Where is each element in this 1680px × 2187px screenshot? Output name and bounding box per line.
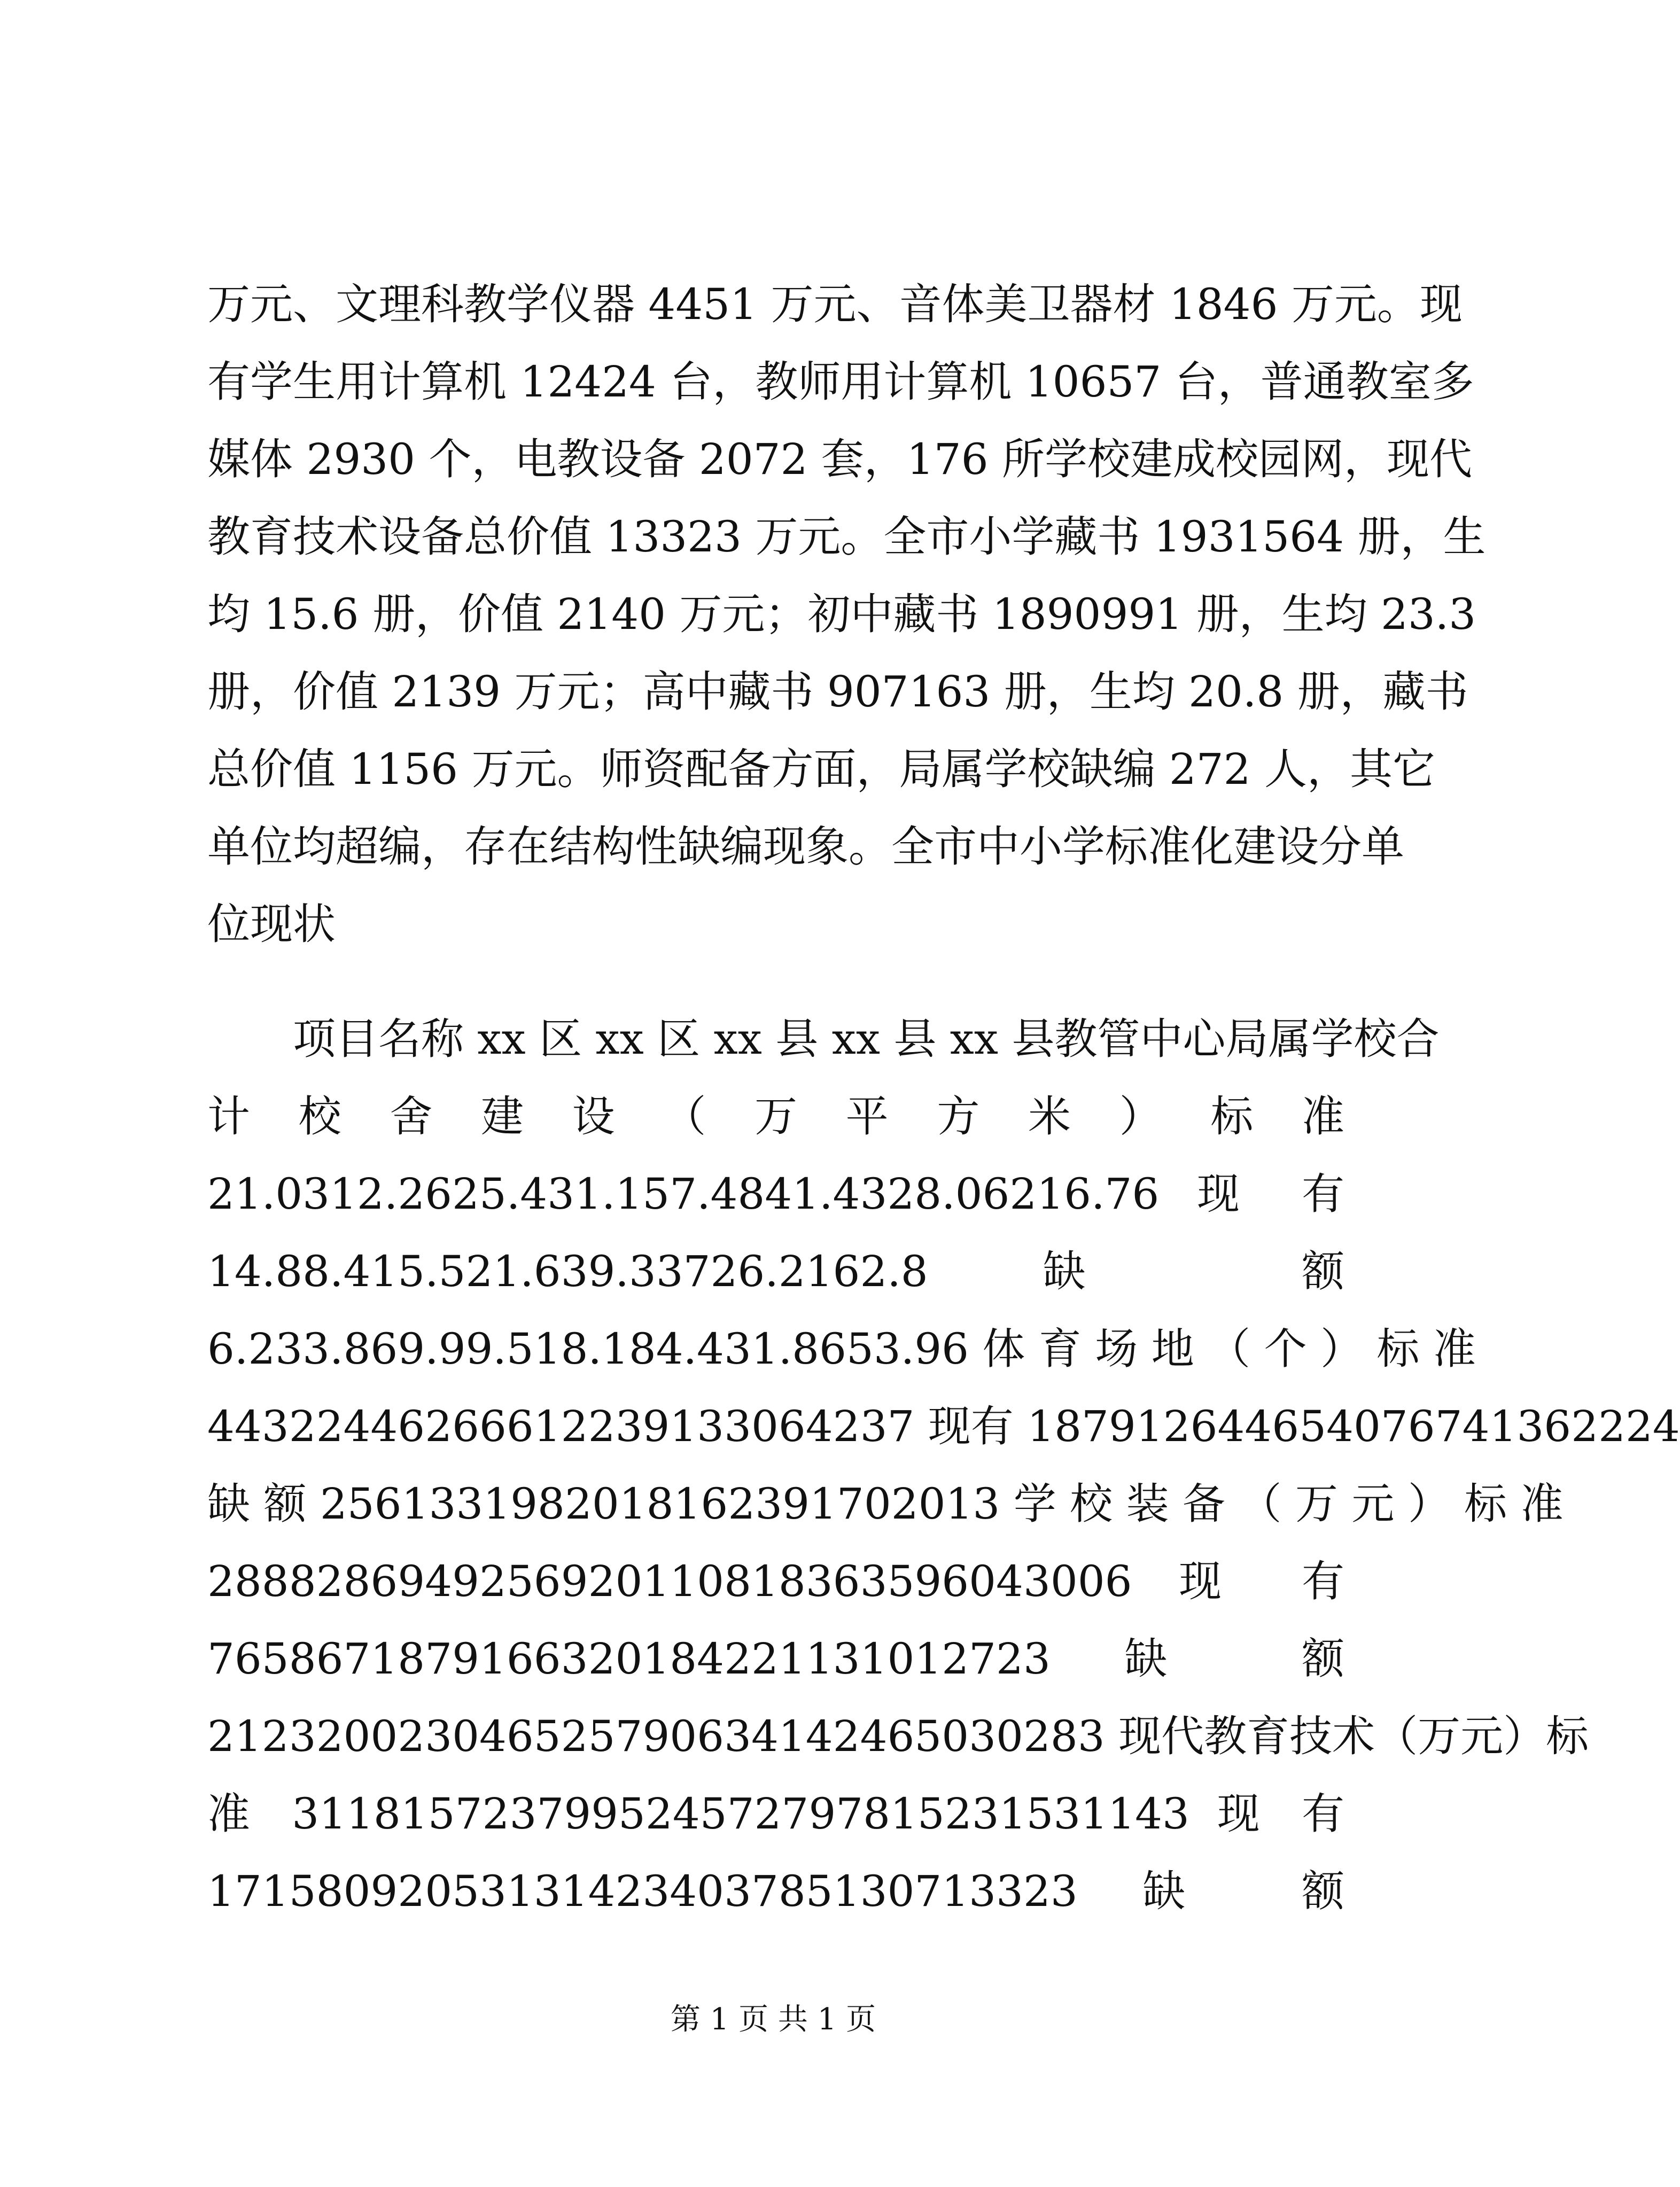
text-line: 单位均超编，存在结构性缺编现象。全市中小学标准化建设分单 [207, 822, 1404, 871]
text-line: 212320023046525790634142465030283 现代教育技术（万元）标 [207, 1711, 1589, 1761]
text-line: 17158092053131423403785130713323 缺 额 [207, 1866, 1344, 1916]
text-line: 计 校 舍 建 设 （ 万 平 方 米 ） 标 准 [207, 1092, 1344, 1141]
text-line: 准 311815723799524572797815231531143 现 有 [207, 1789, 1344, 1839]
text-line: 媒体 2930 个，电教设备 2072 套，176 所学校建成校园网，现代 [207, 434, 1473, 484]
text-line: 6.233.869.99.518.184.431.8653.96 体 育 场 地 （ 个 ） 标 准 [207, 1324, 1476, 1374]
text-line: 44322446266612239133064237 现有 187912644654076741362224 [207, 1402, 1680, 1451]
text-line: 7658671879166320184221131012723 缺 额 [207, 1634, 1344, 1684]
text-line: 均 15.6 册，价值 2140 万元；初中藏书 1890991 册，生均 23.3 [207, 589, 1476, 639]
text-line: 教育技术设备总价值 13323 万元。全市小学藏书 1931564 册，生 [207, 512, 1486, 562]
text-line: 总价值 1156 万元。师资配备方面，局属学校缺编 272 人，其它 [207, 744, 1436, 794]
text-line: 缺 额 2561331982018162391702013 学 校 装 备 （ 万 元 ） 标 准 [207, 1479, 1564, 1529]
text-line: 册，价值 2139 万元；高中藏书 907163 册，生均 20.8 册，藏书 [207, 667, 1468, 717]
text-line: 有学生用计算机 12424 台，教师用计算机 10657 台，普通教室多 [207, 357, 1474, 407]
text-line: 21.0312.2625.431.157.4841.4328.06216.76 现 有 [207, 1169, 1344, 1219]
page-footer: 第 1 页 共 1 页 [670, 2002, 876, 2037]
text-line: 万元、文理科教学仪器 4451 万元、音体美卫器材 1846 万元。现 [207, 279, 1463, 329]
text-line: 位现状 [207, 899, 336, 949]
text-line: 2888286949256920110818363596043006 现 有 [207, 1556, 1344, 1606]
text-line: 项目名称 xx 区 xx 区 xx 县 xx 县 xx 县教管中心局属学校合 [207, 1014, 1440, 1064]
text-line: 14.88.415.521.639.33726.2162.8 缺 额 [207, 1247, 1344, 1296]
